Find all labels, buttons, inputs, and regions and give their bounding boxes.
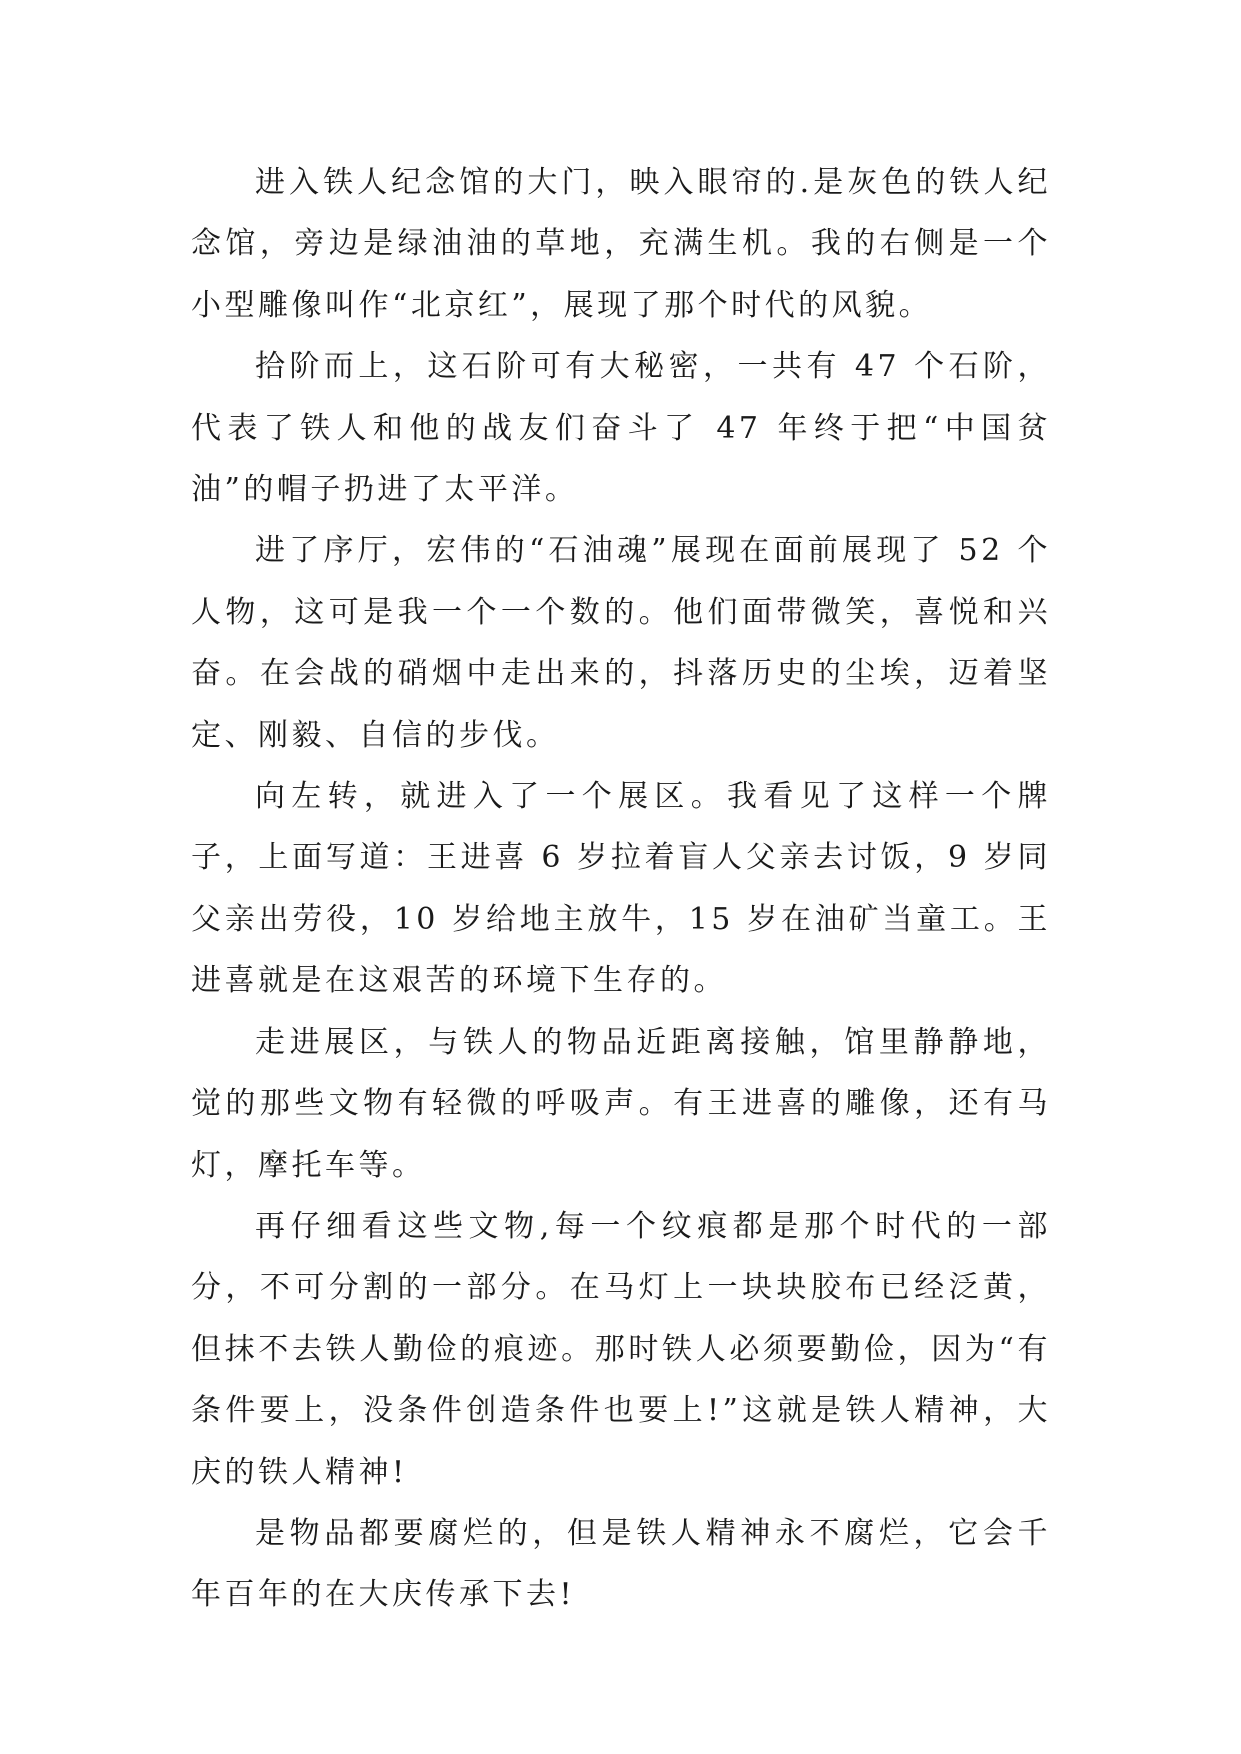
paragraph-4: 向左转，就进入了一个展区。我看见了这样一个牌子，上面写道：王进喜 6 岁拉着盲人父亲去讨饭，9 岁同父亲出劳役，10 岁给地主放牛，15 岁在油矿当童工。王进喜就是在这艰苦的环境下生存的。 [191,779,1051,999]
paragraph-1: 进入铁人纪念馆的大门，映入眼帘的.是灰色的铁人纪念馆，旁边是绿油油的草地，充满生机。我的右侧是一个小型雕像叫作“北京红”，展现了那个时代的风貌。 [191,165,1051,323]
paragraph-3: 进了序厅，宏伟的“石油魂”展现在面前展现了 52 个人物，这可是我一个一个数的。他们面带微笑，喜悦和兴奋。在会战的硝烟中走出来的，抖落历史的尘埃，迈着坚定、刚毅、自信的步伐。 [191,533,1051,753]
paragraph-5: 走进展区，与铁人的物品近距离接触，馆里静静地，觉的那些文物有轻微的呼吸声。有王进喜的雕像，还有马灯，摩托车等。 [191,1024,1051,1183]
paragraph-7: 是物品都要腐烂的，但是铁人精神永不腐烂，它会千年百年的在大庆传承下去! [191,1515,1051,1613]
paragraph-2: 拾阶而上，这石阶可有大秘密，一共有 47 个石阶，代表了铁人和他的战友们奋斗了 47 年终于把“中国贫油”的帽子扔进了太平洋。 [191,349,1051,508]
paragraph-6: 再仔细看这些文物,每一个纹痕都是那个时代的一部分，不可分割的一部分。在马灯上一块块胶布已经泛黄，但抹不去铁人勤俭的痕迹。那时铁人必须要勤俭，因为“有条件要上，没条件创造条件也要上!”这就是铁人精神，大庆的铁人精神! [191,1208,1051,1490]
document-body [191,152,1051,1626]
